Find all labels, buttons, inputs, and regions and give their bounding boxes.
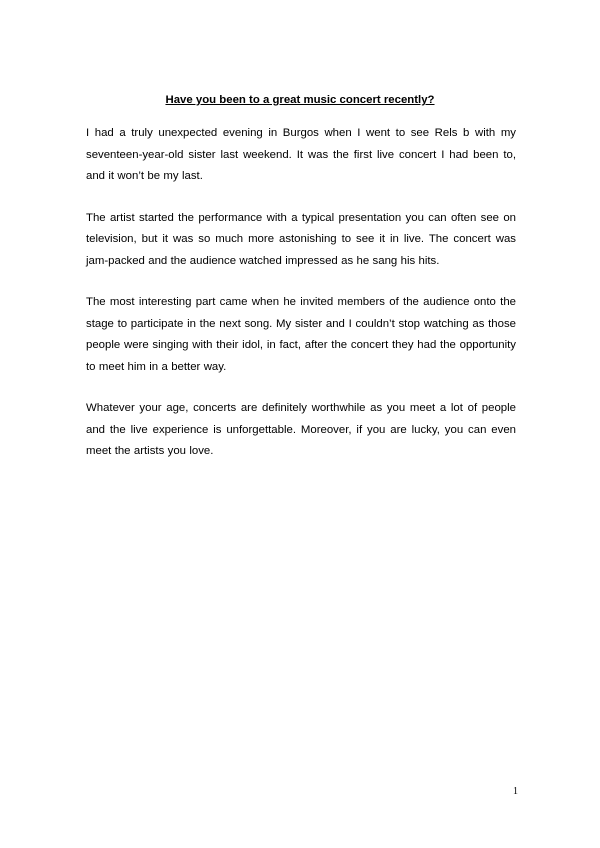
paragraph-2: The artist started the performance with a typical presentation you can often see on television, but it was so much more astonishing to see it in live. The concert was jam-packed and the audience watched impressed as he sang his hits. — [86, 211, 516, 267]
document-title: Have you been to a great music concert recently? — [165, 94, 435, 106]
paragraph-1: I had a truly unexpected evening in Burgos when I went to see Rels b with my seventeen-year-old sister last weekend. It was the first live concert I had been to, and it won’t be my last. — [86, 127, 516, 182]
paragraph-4: Whatever your age, concerts are definitely worthwhile as you meet a lot of people and the live experience is unforgettable. Moreover, if you are lucky, you can even meet the artists you love. — [86, 402, 516, 457]
document-body — [86, 123, 516, 483]
paragraph-3: The most interesting part came when he invited members of the audience onto the stage to participate in the next song. My sister and I couldn’t stop watching as those people were singing with their idol, in fact, after the concert they had the opportunity to meet him in a better way. — [86, 296, 516, 373]
page-number: 1 — [513, 786, 518, 797]
